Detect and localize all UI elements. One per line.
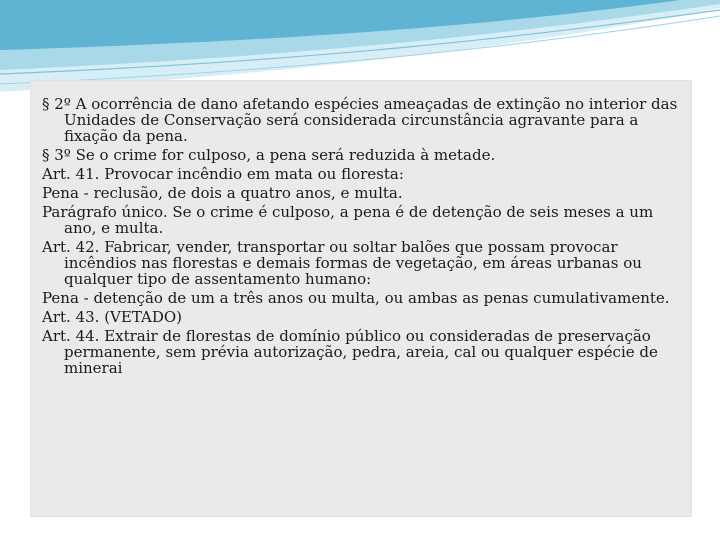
paragraph: Art. 42. Fabricar, vender, transportar ou soltar balões que possam provocar incêndios nas florestas e demais formas de vegetação, em áreas urbanas ou qualquer tipo de assentamento humano: bbox=[42, 238, 642, 288]
paragraph: § 3º Se o crime for culposo, a pena será reduzida à metade. bbox=[42, 146, 496, 164]
paragraph: Art. 43. (VETADO) bbox=[42, 308, 183, 326]
paragraph: Pena - reclusão, de dois a quatro anos, e multa. bbox=[42, 184, 403, 202]
paragraph: Art. 44. Extrair de florestas de domínio público ou consideradas de preservação permanente, sem prévia autorização, pedra, areia, cal ou qualquer espécie de minerai bbox=[42, 327, 658, 377]
paragraph: Art. 41. Provocar incêndio em mata ou floresta: bbox=[42, 165, 404, 183]
paragraph: Parágrafo único. Se o crime é culposo, a pena é de detenção de seis meses a um ano, e multa. bbox=[42, 203, 654, 237]
paragraph: § 2º A ocorrência de dano afetando espécies ameaçadas de extinção no interior das Unidades de Conservação será considerada circunstância agravante para a fixação da pena. bbox=[42, 95, 678, 145]
paragraph: Pena - detenção de um a três anos ou multa, ou ambas as penas cumulativamente. bbox=[42, 289, 670, 307]
body-text bbox=[42, 96, 682, 379]
